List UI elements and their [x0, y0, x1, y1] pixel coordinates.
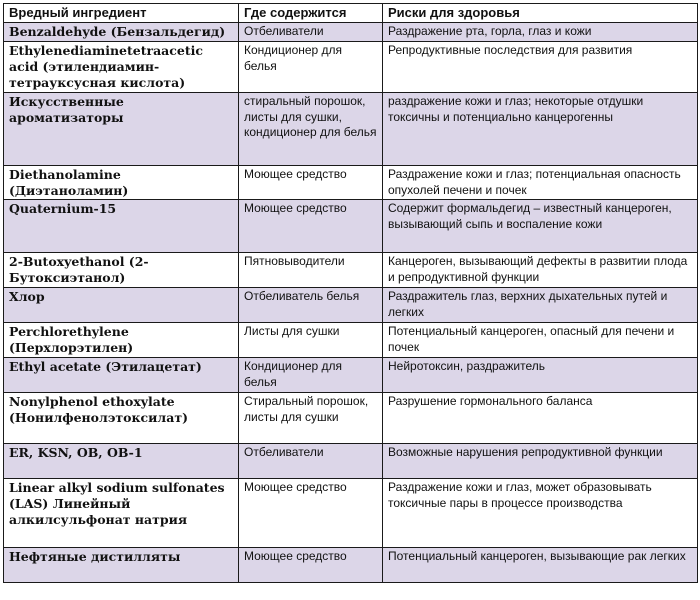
header-risk: Риски для здоровья [383, 4, 698, 23]
table-row [4, 393, 698, 444]
table-row [4, 23, 698, 42]
risk-cell: раздражение кожи и глаз; некоторые отдушки токсичны и потенциально канцерогенны [383, 93, 698, 166]
ingredient-cell: Linear alkyl sodium sulfonates (LAS) Линейный алкилсульфонат натрия [4, 479, 239, 548]
risk-cell: Потенциальный канцероген, вызывающие рак легких [383, 548, 698, 583]
risk-cell: Возможные нарушения репродуктивной функции [383, 444, 698, 479]
ingredients-table-container [3, 3, 697, 583]
ingredient-cell: 2-Butoxyethanol (2-Бутоксиэтанол) [4, 253, 239, 288]
ingredient-cell: Diethanolamine (Диэтаноламин) [4, 166, 239, 200]
ingredient-cell: Хлор [4, 288, 239, 323]
location-cell: Кондиционер для белья [239, 42, 383, 93]
table-header-row [4, 4, 698, 23]
table-row [4, 323, 698, 358]
harmful-ingredients-table [3, 3, 698, 583]
location-cell: Моющее средство [239, 200, 383, 253]
table-row [4, 288, 698, 323]
table-row [4, 253, 698, 288]
table-row [4, 42, 698, 93]
ingredient-cell: Нефтяные дистилляты [4, 548, 239, 583]
risk-cell: Раздражение рта, горла, глаз и кожи [383, 23, 698, 42]
ingredient-cell: ER, KSN, OB, OB-1 [4, 444, 239, 479]
table-row [4, 358, 698, 393]
ingredient-cell: Benzaldehyde (Бензальдегид) [4, 23, 239, 42]
risk-cell: Раздражение кожи и глаз, может образовывать токсичные пары в процессе производства [383, 479, 698, 548]
risk-cell: Потенциальный канцероген, опасный для печени и почек [383, 323, 698, 358]
ingredient-cell: Искусственные ароматизаторы [4, 93, 239, 166]
header-location: Где содержится [239, 4, 383, 23]
table-row [4, 444, 698, 479]
location-cell: Отбеливатели [239, 444, 383, 479]
location-cell: стиральный порошок, листы для сушки, кондиционер для белья [239, 93, 383, 166]
location-cell: Отбеливатель белья [239, 288, 383, 323]
risk-cell: Разрушение гормонального баланса [383, 393, 698, 444]
location-cell: Пятновыводители [239, 253, 383, 288]
table-row [4, 479, 698, 548]
ingredient-cell: Nonylphenol ethoxylate (Нонилфенолэтоксилат) [4, 393, 239, 444]
header-ingredient: Вредный ингредиент [4, 4, 239, 23]
risk-cell: Нейротоксин, раздражитель [383, 358, 698, 393]
location-cell: Моющее средство [239, 166, 383, 200]
location-cell: Кондиционер для белья [239, 358, 383, 393]
risk-cell: Раздражение кожи и глаз; потенциальная опасность опухолей печени и почек [383, 166, 698, 200]
risk-cell: Канцероген, вызывающий дефекты в развитии плода и репродуктивной функции [383, 253, 698, 288]
table-row [4, 200, 698, 253]
location-cell: Листы для сушки [239, 323, 383, 358]
location-cell: Стиральный порошок, листы для сушки [239, 393, 383, 444]
risk-cell: Репродуктивные последствия для развития [383, 42, 698, 93]
location-cell: Моющее средство [239, 548, 383, 583]
table-row [4, 548, 698, 583]
ingredient-cell: Ethyl acetate (Этилацетат) [4, 358, 239, 393]
ingredient-cell: Quaternium-15 [4, 200, 239, 253]
location-cell: Отбеливатели [239, 23, 383, 42]
risk-cell: Раздражитель глаз, верхних дыхательных путей и легких [383, 288, 698, 323]
table-row [4, 93, 698, 166]
ingredient-cell: Ethylenediaminetetraacetic acid (этилендиамин-тетрауксусная кислота) [4, 42, 239, 93]
table-row [4, 166, 698, 200]
location-cell: Моющее средство [239, 479, 383, 548]
risk-cell: Содержит формальдегид – известный канцероген, вызывающий сыпь и воспаление кожи [383, 200, 698, 253]
ingredient-cell: Perchlorethylene (Перхлорэтилен) [4, 323, 239, 358]
